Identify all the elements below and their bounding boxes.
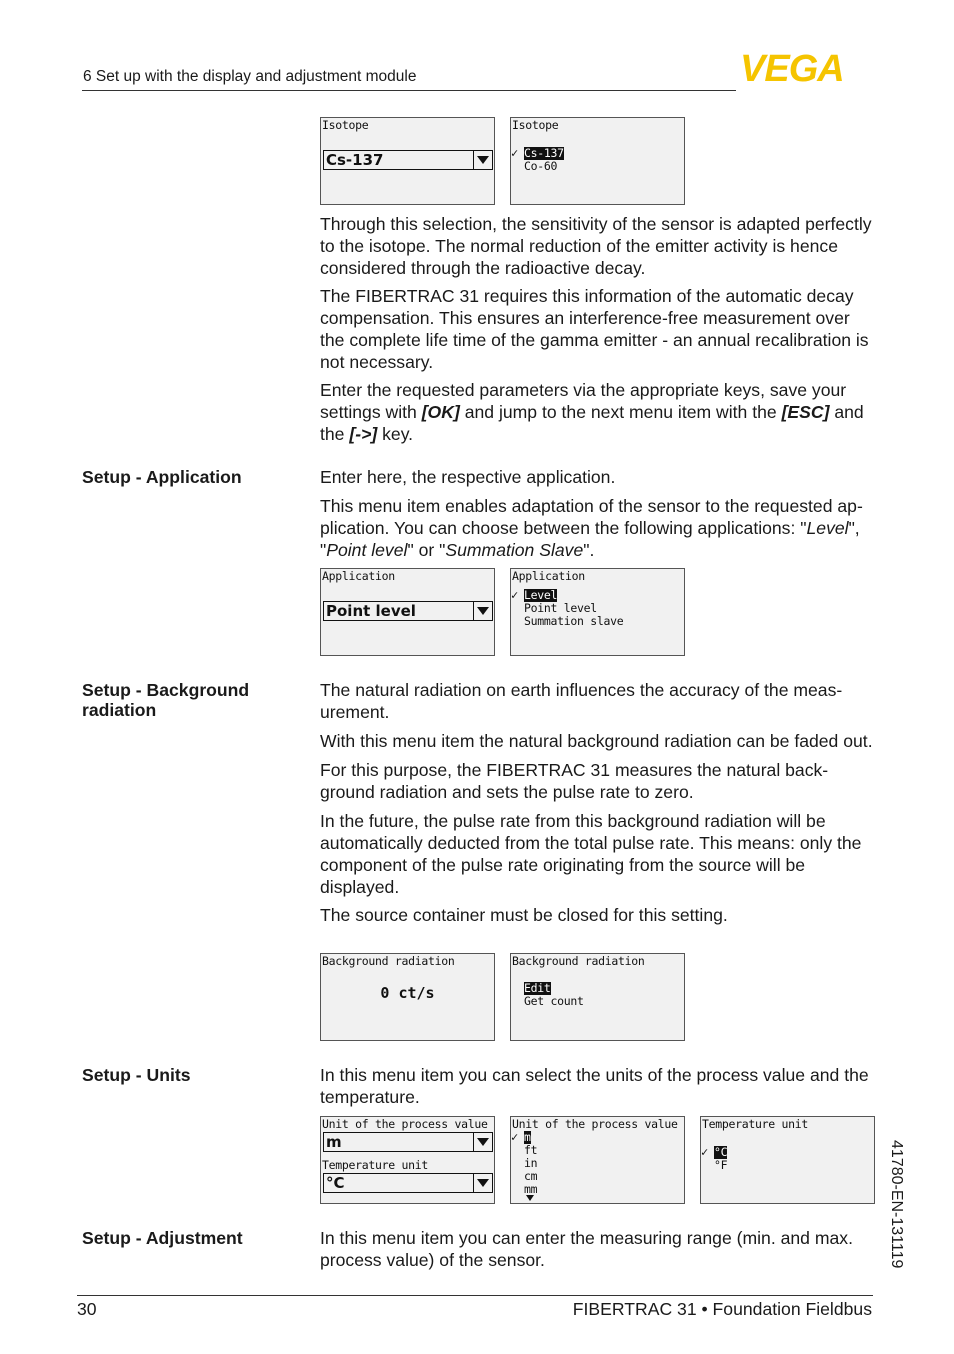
document-code-text: 41780-EN-131119 [888, 1140, 905, 1269]
application-text [320, 466, 876, 561]
chevron-down-icon [473, 1133, 492, 1151]
units-screen-process-list [510, 1116, 685, 1204]
page-number: 30 [77, 1299, 97, 1319]
heading-adjustment: Setup - Adjustment [82, 1228, 243, 1248]
text-run: " or " [407, 540, 446, 560]
lcd-option-selected: Level [524, 588, 558, 602]
paragraph [320, 495, 876, 561]
background-screen-list [510, 953, 685, 1041]
isotope-screen-list [510, 117, 685, 205]
paragraph: With this menu item the natural background radiation can be faded out. [320, 731, 873, 751]
scroll-down-icon [526, 1195, 534, 1201]
footer-title: FIBERTRAC 31 • Foundation Fieldbus [572, 1299, 872, 1319]
heading-application: Setup - Application [82, 467, 242, 487]
paragraph: Enter here, the respective application. [320, 467, 616, 487]
text-run: Enter the requested parameters via the appropriate keys, save your settings with [320, 380, 847, 422]
lcd-option: Co-60 [524, 159, 558, 173]
text-run: ". [583, 540, 595, 560]
background-screen-value [320, 953, 495, 1041]
chevron-down-icon [473, 602, 492, 620]
arrow-key: [->] [349, 424, 378, 444]
heading-background-radiation [82, 680, 282, 720]
lcd-option: Summation slave [524, 614, 624, 628]
heading-units: Setup - Units [82, 1065, 191, 1085]
vega-logo [740, 50, 875, 86]
check-icon: ✓ [701, 1145, 709, 1159]
section-header: 6 Set up with the display and adjustment module [83, 68, 417, 85]
lcd-title: Unit of the process value [322, 1117, 488, 1131]
lcd-option: in [524, 1156, 538, 1170]
background-text [320, 679, 876, 926]
application-dropdown [323, 601, 493, 621]
italic-term: Level [806, 518, 849, 538]
units-screen-values [320, 1116, 495, 1204]
text-run: key. [377, 424, 414, 444]
isotope-screen-value [320, 117, 495, 205]
chevron-down-icon [473, 151, 492, 169]
lcd-option-selected: m [524, 1130, 531, 1144]
application-screen-list [510, 568, 685, 656]
text-run: and jump to the next menu item with the [459, 402, 782, 422]
lcd-option: °F [714, 1158, 728, 1172]
check-icon: ✓ [511, 1130, 519, 1144]
ok-key: [OK] [421, 402, 460, 422]
count-value: 0 ct/s [380, 984, 435, 1002]
paragraph: Through this selection, the sensitivity of the sensor is adapted perfectly to the isotope. The normal reduction of the emitter activity is hence considered through the radioactive decay. [320, 214, 872, 278]
dropdown-value: Cs-137 [326, 151, 384, 169]
footer-rule [77, 1295, 873, 1296]
lcd-option: Point level [524, 601, 597, 615]
heading-text: Setup - Background radiation [82, 680, 250, 720]
units-text: In this menu item you can select the units of the process value and the temperature. [320, 1065, 869, 1107]
lcd-option: cm [524, 1169, 538, 1183]
process-unit-dropdown [323, 1132, 493, 1152]
lcd-option: ft [524, 1143, 538, 1157]
application-screen-value [320, 568, 495, 656]
lcd-option-selected: Edit [524, 981, 551, 995]
lcd-option: Get count [524, 994, 584, 1008]
lcd-title: Temperature unit [322, 1158, 428, 1172]
units-screen-temperature-list [700, 1116, 875, 1204]
paragraph: The FIBERTRAC 31 requires this information of the automatic decay compensation. This ensures an interference-free measurement over the complete life time of the gamma emitter - an annual recalibration is not necessary. [320, 286, 869, 372]
paragraph: The source container must be closed for this setting. [320, 905, 728, 925]
lcd-title: Application [512, 569, 585, 583]
logo-text: VEGA [740, 50, 844, 86]
document-code [888, 1140, 925, 1290]
temperature-unit-dropdown [323, 1173, 493, 1193]
isotope-text [320, 213, 876, 445]
text-run: This menu item enables adaptation of the sensor to the requested ap-plication. You can choose between the following applications: " [320, 496, 863, 538]
lcd-title: Unit of the process value [512, 1117, 678, 1131]
paragraph: The natural radiation on earth influences the accuracy of the meas-urement. [320, 680, 843, 722]
chevron-down-icon [473, 1174, 492, 1192]
dropdown-value: Point level [326, 602, 416, 620]
dropdown-value: m [326, 1133, 342, 1151]
italic-term: Point level [326, 540, 408, 560]
paragraph: In the future, the pulse rate from this background radiation will be automatically deducted from the total pulse rate. This means: only the component of the pulse rate originating from the source will be displayed. [320, 811, 862, 897]
lcd-title: Background radiation [512, 954, 645, 968]
isotope-dropdown [323, 150, 493, 170]
lcd-title: Isotope [512, 118, 559, 132]
header-rule [82, 90, 736, 91]
paragraph: For this purpose, the FIBERTRAC 31 measures the natural back-ground radiation and sets the pulse rate to zero. [320, 760, 829, 802]
lcd-title: Application [322, 569, 395, 583]
lcd-title: Temperature unit [702, 1117, 808, 1131]
italic-term: Summation Slave [445, 540, 584, 560]
check-icon: ✓ [511, 146, 519, 160]
lcd-option-selected: Cs-137 [524, 146, 564, 160]
lcd-title: Isotope [322, 118, 369, 132]
paragraph [320, 379, 876, 445]
lcd-option-selected: °C [714, 1145, 728, 1159]
esc-key: [ESC] [781, 402, 830, 422]
lcd-option: mm [524, 1182, 538, 1196]
check-icon: ✓ [511, 588, 519, 602]
dropdown-value: °C [326, 1174, 345, 1192]
text-run: ", " [320, 518, 860, 560]
adjustment-text: In this menu item you can enter the measuring range (min. and max. process value) of the sensor. [320, 1228, 853, 1270]
lcd-title: Background radiation [322, 954, 455, 968]
text-run: and the [320, 402, 864, 444]
